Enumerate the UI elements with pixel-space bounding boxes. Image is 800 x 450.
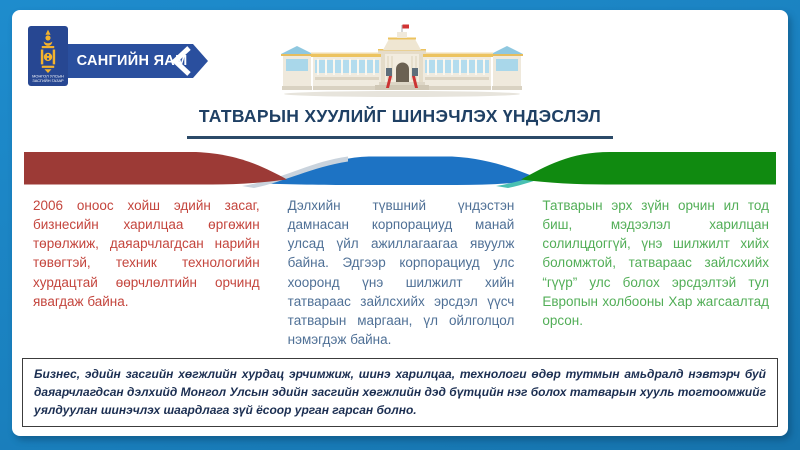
slide-panel	[12, 10, 788, 436]
government-logo	[28, 26, 68, 86]
conclusion-note: Бизнес, эдийн засгийн хөгжлийн хурдац эрчимжиж, шинэ харилцаа, технологи өдөр тутмын амьдралд нэвтэрч буй даяарчлагдсан дэлхийд Монгол Улсын эдийн засгийн хөгжлийн дэд бүтцийн нэг болох татварын хууль тогтоомжийг уялдуулан шинэчлэх шаардлага зүй ёсоор урган гарсан болно.	[22, 358, 778, 427]
ministry-banner	[66, 44, 208, 78]
ribbon-wave-divider	[24, 149, 776, 189]
content-columns	[33, 196, 769, 356]
page-title: ТАТВАРЫН ХУУЛИЙГ ШИНЭЧЛЭХ ҮНДЭСЛЭЛ	[198, 106, 602, 126]
column-economy-text: 2006 оноос хойш эдийн засаг, бизнесийн харилцаа өргөжин төрөлжиж, даяарчлагдсан нарийн төвөгтэй, техник технологийн хурдацтай өөрчлөлтийн орчинд явагдаж байна.	[33, 198, 260, 309]
soyombo-icon	[31, 29, 65, 83]
logo-caption-line2: ЗАСГИЙН ГАЗАР	[32, 78, 64, 83]
flag-icon	[403, 25, 410, 29]
ministry-name: САНГИЙН ЯАМ	[76, 53, 188, 69]
logo-caption-line1: МОНГОЛ УЛСЫН	[32, 73, 64, 79]
column-corporations-text: Дэлхийн түвшний үндэстэн дамнасан корпорациуд манай улсад үйл ажиллагаагаа явуулж байна. Эдгээр корпорациуд улс хооронд үнэ шилжилт хийн татвараас зайлсхийх эрсдэл үүсч татварын маргаан, үл ойлголцол нэмэгдэж байна.	[287, 198, 515, 348]
column-tax-environment-text: Татварын эрх зүйн орчин ил тод биш, мэдээлэл харилцан солилцдоггүй, үнэ шилжилт хийх боломжтой, татвараас зайлсхийх “гүүр” улс болох эрсдэлтэй тул Европын холбооны Хар жагсаалтад орсон.	[542, 198, 770, 328]
title-underline	[187, 136, 613, 139]
government-palace-illustration	[276, 24, 528, 98]
